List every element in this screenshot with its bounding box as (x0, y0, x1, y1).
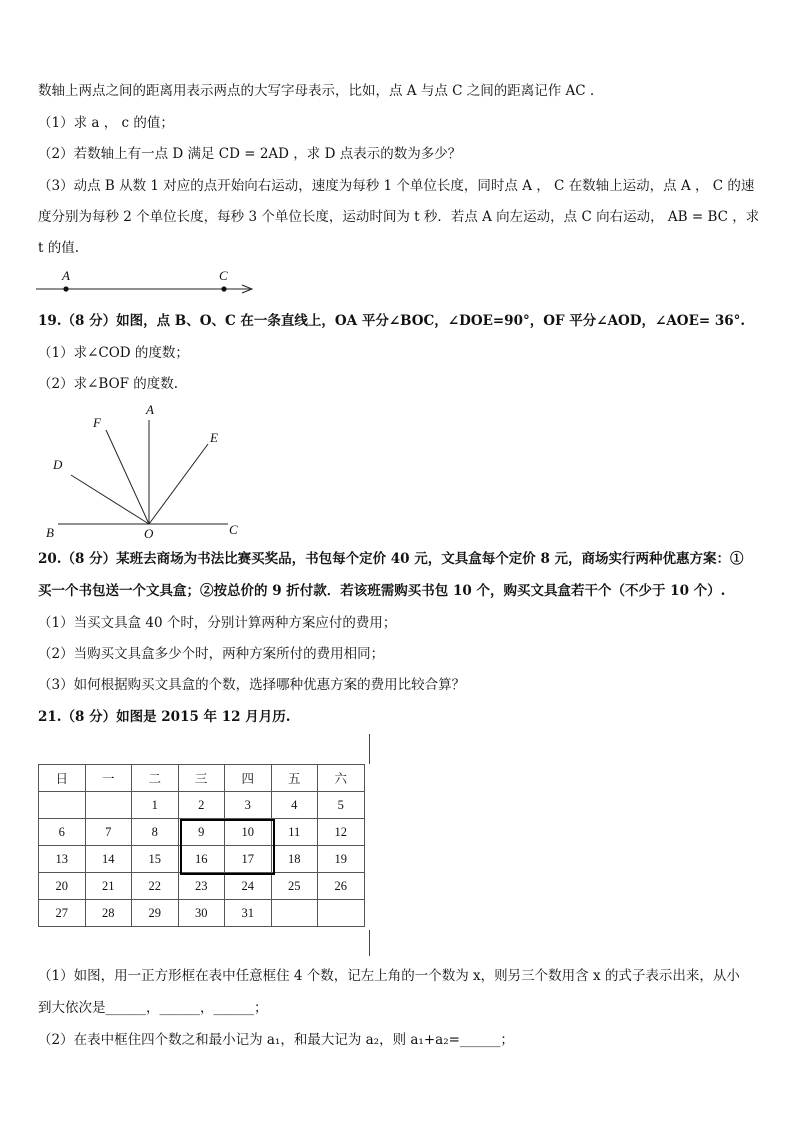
calendar-day-cell: 8 (132, 819, 179, 846)
q18-part3-line3: t 的值. (38, 240, 80, 256)
calendar-day-cell: 17 (225, 846, 272, 873)
calendar-day-cell: 3 (225, 792, 272, 819)
calendar-weekday-cell: 二 (132, 765, 179, 792)
calendar-weekday-cell: 六 (318, 765, 365, 792)
calendar-week-row (39, 846, 365, 873)
number-line-figure (30, 266, 270, 300)
calendar-day-cell: 11 (271, 819, 318, 846)
calendar-day-cell: 2 (178, 792, 225, 819)
ray-of (106, 430, 149, 524)
calendar-day-cell: 14 (85, 846, 132, 873)
point-a-label: A (62, 268, 70, 283)
label-d: D (53, 457, 63, 472)
calendar-table (38, 764, 365, 927)
calendar-week-row (39, 900, 365, 927)
calendar-day-cell: 25 (271, 873, 318, 900)
label-e: E (210, 430, 218, 445)
calendar-day-cell: 18 (271, 846, 318, 873)
label-c: C (229, 522, 238, 537)
calendar-week-row (39, 792, 365, 819)
q18-part1: （1）求 a ， c 的值； (38, 115, 174, 131)
q21-stem: 21.（8 分）如图是 2015 年 12 月月历. (38, 709, 291, 725)
q18-intro: 数轴上两点之间的距离用表示两点的大写字母表示，比如，点 A 与点 C 之间的距离记作 AC . (38, 83, 595, 99)
calendar-week-row (39, 873, 365, 900)
q18-part3-line2: 度分别为每秒 2 个单位长度，每秒 3 个单位长度，运动时间为 t 秒．若点 A 向左运动，点 C 向右运动， AB = BC ，求 (38, 209, 760, 225)
calendar-day-cell: 30 (178, 900, 225, 927)
q21-part2: （2）在表中框住四个数之和最小记为 a₁，和最大记为 a₂，则 a₁+a₂=______； (38, 1032, 514, 1048)
calendar-day-cell: 23 (178, 873, 225, 900)
calendar-day-cell: 16 (178, 846, 225, 873)
label-f: F (93, 415, 101, 430)
calendar-day-cell: 9 (178, 819, 225, 846)
q19-part1: （1）求∠COD 的度数； (38, 345, 189, 361)
calendar-top-rule (369, 734, 370, 764)
calendar-day-cell (318, 900, 365, 927)
calendar-day-cell: 4 (271, 792, 318, 819)
calendar-bottom-rule (369, 930, 370, 956)
calendar-day-cell: 15 (132, 846, 179, 873)
q18-part2: （2）若数轴上有一点 D 满足 CD = 2AD ，求 D 点表示的数为多少？ (38, 146, 462, 162)
calendar-day-cell: 19 (318, 846, 365, 873)
calendar-day-cell: 27 (39, 900, 86, 927)
point-a-dot (63, 286, 68, 291)
calendar-day-cell: 26 (318, 873, 365, 900)
calendar-weekday-cell: 四 (225, 765, 272, 792)
calendar-day-cell: 6 (39, 819, 86, 846)
calendar-day-cell (271, 900, 318, 927)
q20-part2: （2）当购买文具盒多少个时，两种方案所付的费用相同； (38, 646, 385, 662)
q21-part1-line1: （1）如图，用一正方形框在表中任意框住 4 个数，记左上角的一个数为 x，则另三个数用含 x 的式子表示出来，从小 (38, 968, 740, 984)
calendar-week-row (39, 819, 365, 846)
q20-part1: （1）当买文具盒 40 个时，分别计算两种方案应付的费用； (38, 615, 397, 631)
calendar-weekday-cell: 三 (178, 765, 225, 792)
calendar-day-cell (39, 792, 86, 819)
calendar-day-cell: 24 (225, 873, 272, 900)
calendar-day-cell: 31 (225, 900, 272, 927)
calendar-day-cell: 7 (85, 819, 132, 846)
label-a: A (146, 402, 154, 417)
calendar-day-cell: 10 (225, 819, 272, 846)
calendar-header-row (39, 765, 365, 792)
calendar-day-cell: 13 (39, 846, 86, 873)
label-b: B (46, 525, 54, 540)
calendar-day-cell: 28 (85, 900, 132, 927)
q18-part3-line1: （3）动点 B 从数 1 对应的点开始向右运动，速度为每秒 1 个单位长度，同时点 A ， C 在数轴上运动，点 A ， C 的速 (38, 178, 755, 194)
q19-part2: （2）求∠BOF 的度数. (38, 376, 179, 392)
calendar-day-cell: 12 (318, 819, 365, 846)
calendar-day-cell: 20 (39, 873, 86, 900)
q21-part1-line2: 到大依次是______，______，______； (38, 1000, 268, 1016)
angle-figure (40, 400, 250, 542)
calendar-weekday-cell: 一 (85, 765, 132, 792)
point-c-label: C (219, 268, 228, 283)
calendar-day-cell: 22 (132, 873, 179, 900)
calendar-weekday-cell: 五 (271, 765, 318, 792)
q20-stem-line1: 20.（8 分）某班去商场为书法比赛买奖品，书包每个定价 40 元，文具盒每个定价 8 元，商场实行两种优惠方案：① (38, 551, 744, 567)
q19-stem: 19.（8 分）如图，点 B、O、C 在一条直线上，OA 平分∠BOC，∠DOE=90°，OF 平分∠AOD，∠AOE= 36°. (38, 313, 746, 329)
q20-part3: （3）如何根据购买文具盒的个数，选择哪种优惠方案的费用比较合算？ (38, 677, 466, 693)
calendar-day-cell: 29 (132, 900, 179, 927)
ray-oe (149, 444, 208, 524)
calendar-weekday-cell: 日 (39, 765, 86, 792)
q20-stem-line2: 买一个书包送一个文具盒；②按总价的 9 折付款．若该班需购买书包 10 个，购买文具盒若干个（不少于 10 个）. (38, 583, 726, 599)
calendar-day-cell: 5 (318, 792, 365, 819)
label-o: O (144, 526, 154, 541)
calendar-day-cell (85, 792, 132, 819)
calendar-day-cell: 21 (85, 873, 132, 900)
calendar-day-cell: 1 (132, 792, 179, 819)
point-c-dot (221, 286, 226, 291)
